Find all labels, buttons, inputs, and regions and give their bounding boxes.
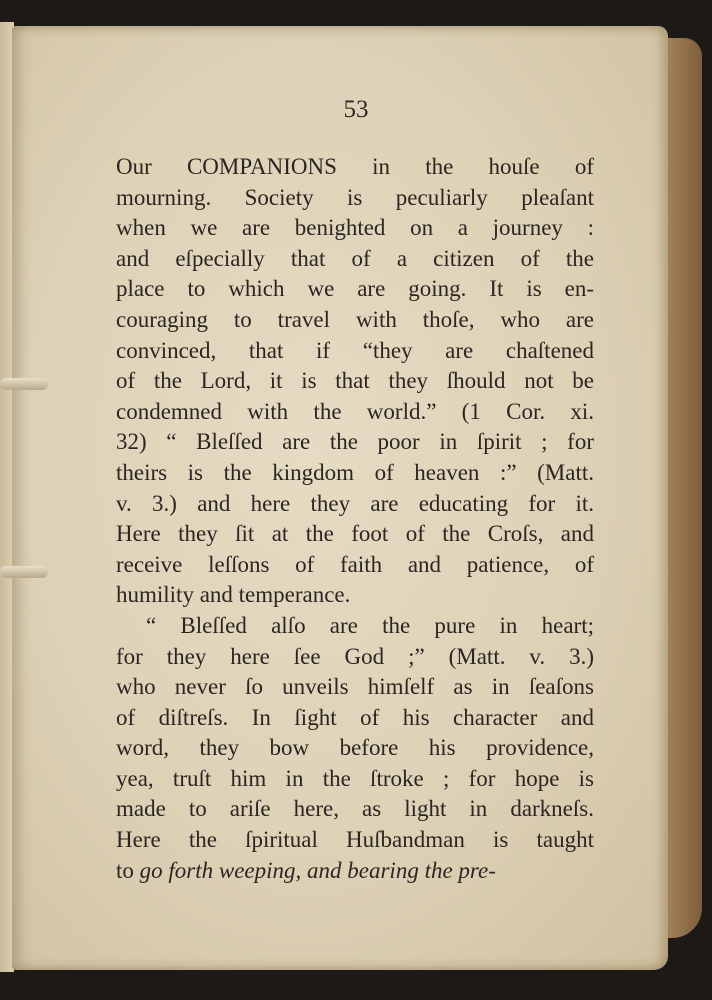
text-line: yea, truſt him in the ſtroke ; for hope is	[116, 765, 594, 791]
page-number: 53	[343, 96, 369, 123]
text-line: mourning. Society is peculiarly pleaſant	[116, 184, 594, 210]
text-line: v. 3.) and here they are educating for it.	[116, 490, 594, 516]
text-line: humility and temperance.	[116, 582, 351, 608]
text-line: word, they bow before his providence,	[116, 735, 594, 761]
text-line: “ Bleſſed alſo are the pure in heart;	[146, 612, 594, 638]
text-fragment: to	[116, 857, 134, 883]
text-line: condemned with the world.” (1 Cor. xi.	[116, 398, 594, 424]
text-line: and eſpecially that of a citizen of the	[116, 245, 594, 271]
text-line: of diſtreſs. In ſight of his character and	[116, 704, 594, 730]
page-text	[116, 152, 594, 886]
text-line: for they here ſee God ;” (Matt. v. 3.)	[116, 643, 594, 669]
text-line: 32) “ Bleſſed are the poor in ſpirit ; for	[116, 429, 594, 455]
text-line: place to which we are going. It is en-	[116, 276, 594, 302]
text-line: Our COMPANIONS in the houſe of	[116, 154, 594, 179]
text-line: Here the ſpiritual Huſbandman is taught	[116, 827, 594, 853]
text-line: who never ſo unveils himſelf as in ſeaſons	[116, 674, 594, 700]
binding-stitch	[0, 378, 48, 390]
italic-text-fragment: go forth weeping, and bearing the pre-	[139, 857, 496, 883]
text-line: theirs is the kingdom of heaven :” (Matt.	[116, 459, 594, 485]
text-line: receive leſſons of faith and patience, of	[116, 551, 594, 577]
text-line: when we are benighted on a journey :	[116, 215, 594, 241]
text-line: Here they ſit at the foot of the Croſs, and	[116, 521, 594, 547]
binding-stitch	[0, 566, 48, 578]
text-line: of the Lord, it is that they ſhould not be	[116, 368, 594, 394]
text-line-final	[116, 856, 594, 887]
text-line: couraging to travel with thoſe, who are	[116, 306, 594, 332]
text-line: convinced, that if “they are chaſtened	[116, 337, 594, 363]
text-line: made to ariſe here, as light in darkneſs.	[116, 796, 594, 822]
